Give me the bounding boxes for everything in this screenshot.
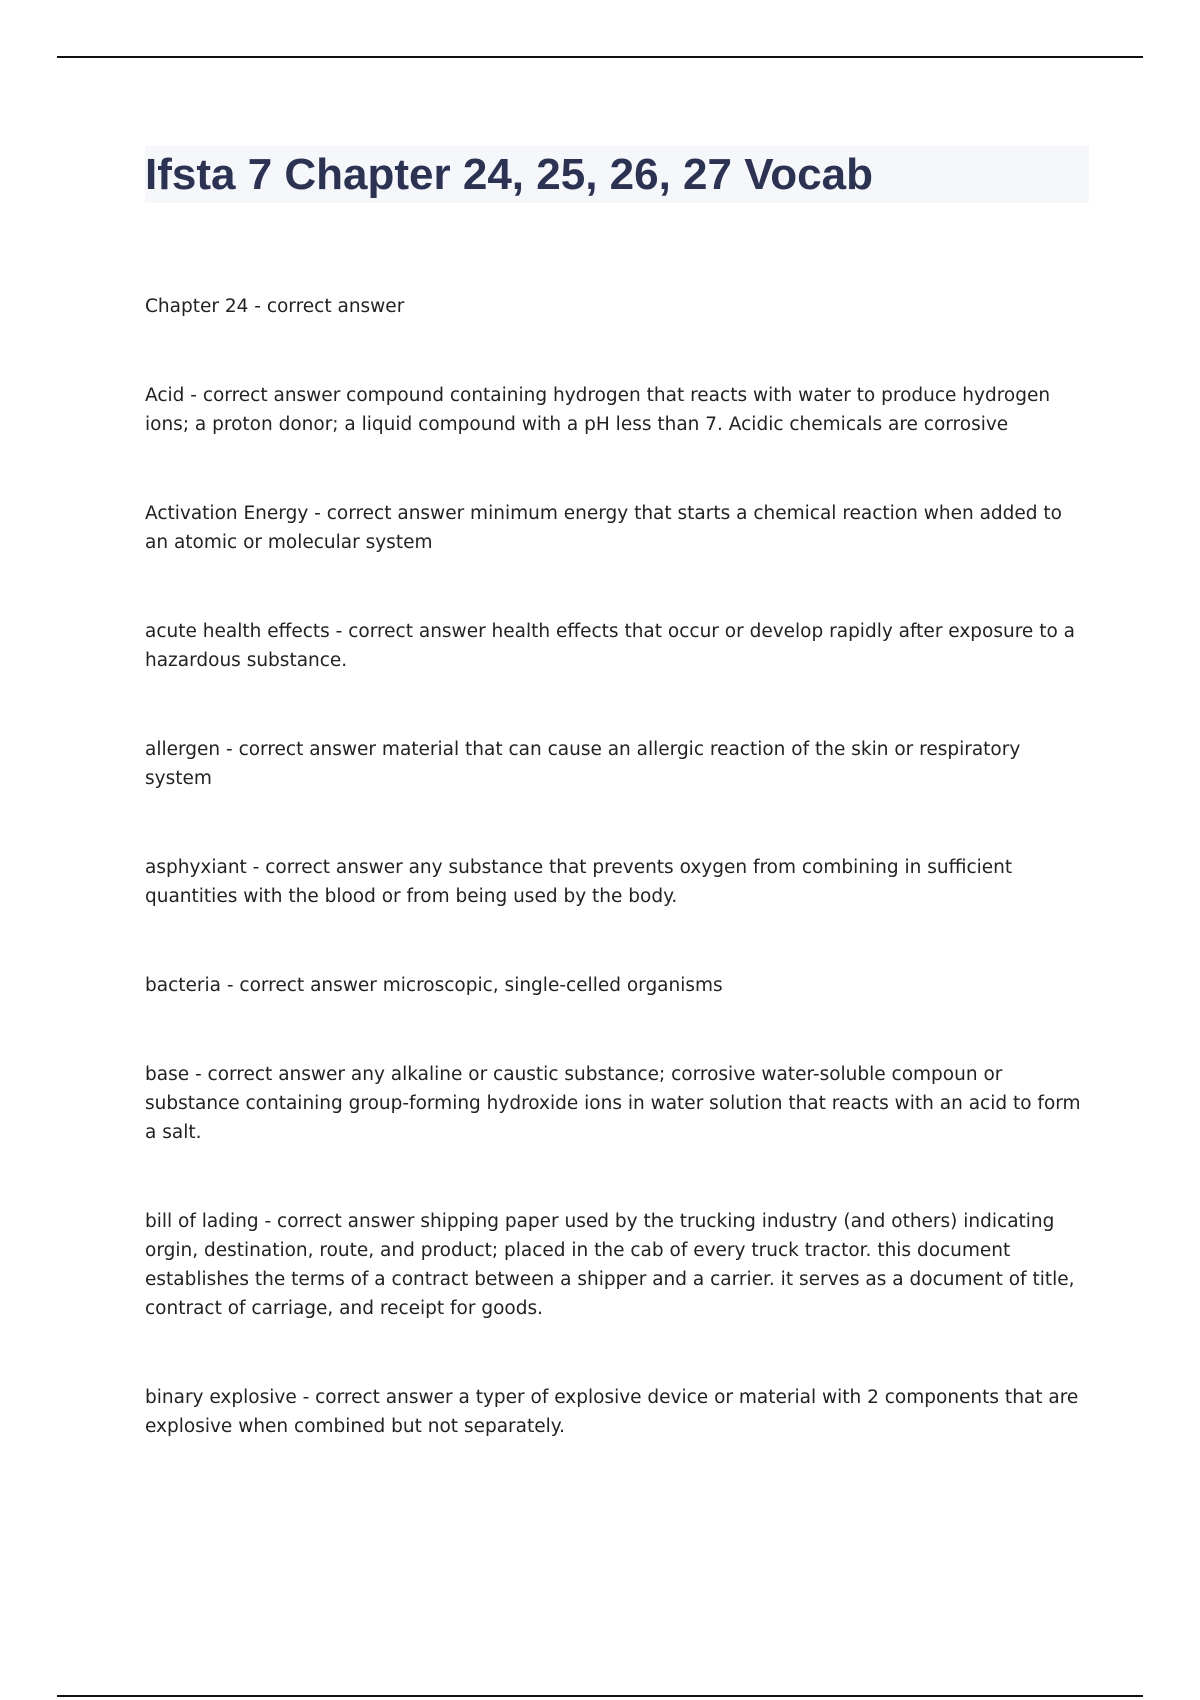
vocab-entry-bill-of-lading: bill of lading - correct answer shipping paper used by the trucking industry (and others) indicating orgin, destination, route, and product; placed in the cab of every truck tractor. this document establishes the terms of a contract between a shipper and a carrier. it serves as a document of title, contract of carriage, and receipt for goods. <box>145 1211 1075 1319</box>
vocab-list <box>145 292 1090 1501</box>
vocab-entry-acute-health-effects: acute health effects - correct answer health effects that occur or develop rapidly after exposure to a hazardous substance. <box>145 621 1075 671</box>
page-title: Ifsta 7 Chapter 24, 25, 26, 27 Vocab <box>145 150 873 199</box>
vocab-entry-binary-explosive: binary explosive - correct answer a typer of explosive device or material with 2 components that are explosive when combined but not separately. <box>145 1387 1079 1437</box>
vocab-entry-base: base - correct answer any alkaline or caustic substance; corrosive water-soluble compoun or substance containing group-forming hydroxide ions in water solution that reacts with an acid to form a salt. <box>145 1064 1081 1143</box>
vocab-entry-bacteria: bacteria - correct answer microscopic, single-celled organisms <box>145 975 723 996</box>
bottom-rule <box>57 1695 1143 1697</box>
vocab-entry-allergen: allergen - correct answer material that can cause an allergic reaction of the skin or respiratory system <box>145 739 1021 789</box>
vocab-entry-acid: Acid - correct answer compound containing hydrogen that reacts with water to produce hydrogen ions; a proton donor; a liquid compound with a pH less than 7. Acidic chemicals are corrosive <box>145 385 1051 435</box>
vocab-entry-activation-energy: Activation Energy - correct answer minimum energy that starts a chemical reaction when added to an atomic or molecular system <box>145 503 1062 553</box>
title-banner <box>145 146 1089 203</box>
top-rule <box>57 56 1143 58</box>
section-heading-chapter-24: Chapter 24 - correct answer <box>145 296 405 317</box>
vocab-entry-asphyxiant: asphyxiant - correct answer any substance that prevents oxygen from combining in sufficient quantities with the blood or from being used by the body. <box>145 857 1013 907</box>
